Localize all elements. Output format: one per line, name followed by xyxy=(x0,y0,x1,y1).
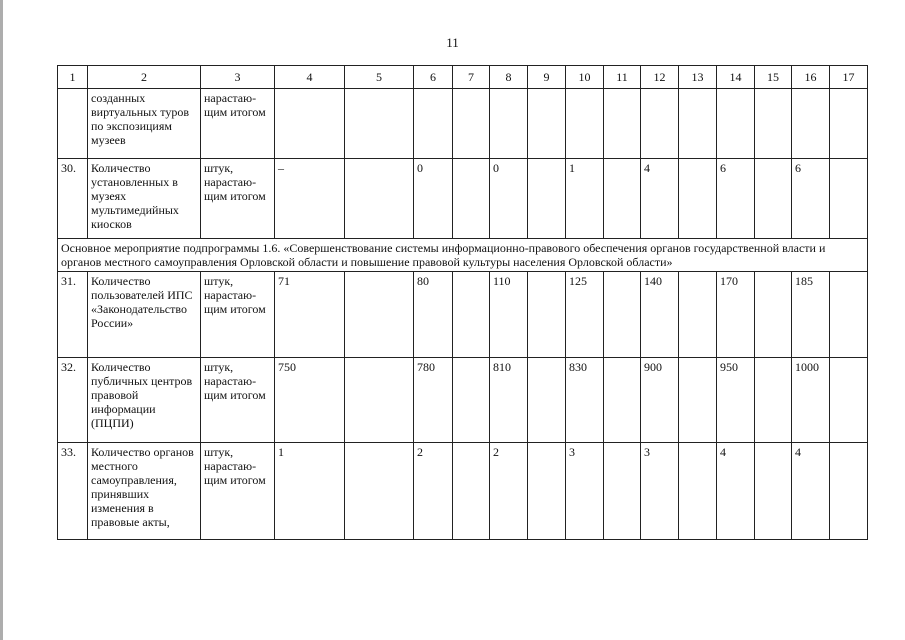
table-cell: 950 xyxy=(717,358,755,443)
table-cell: 32. xyxy=(58,358,88,443)
table-cell: 1 xyxy=(566,159,604,239)
table-cell: 6 xyxy=(792,159,830,239)
table-cell xyxy=(679,159,717,239)
section-row xyxy=(58,239,868,272)
table-row xyxy=(58,358,868,443)
column-header: 7 xyxy=(453,66,490,89)
column-header: 6 xyxy=(414,66,453,89)
table-cell xyxy=(604,272,641,358)
table-cell: 4 xyxy=(717,443,755,540)
table-cell: 6 xyxy=(717,159,755,239)
table-cell: штук, нарастаю-щим итогом xyxy=(201,358,275,443)
table-cell xyxy=(755,159,792,239)
table-cell: 780 xyxy=(414,358,453,443)
table-cell: 33. xyxy=(58,443,88,540)
table-cell: штук, нарастаю-щим итогом xyxy=(201,443,275,540)
table-cell xyxy=(755,443,792,540)
table-cell: Количество пользователей ИПС «Законодательство России» xyxy=(88,272,201,358)
table-cell xyxy=(345,159,414,239)
table-cell xyxy=(528,159,566,239)
indicators-table xyxy=(57,65,868,540)
page-number: 11 xyxy=(446,35,459,50)
table-cell xyxy=(792,89,830,159)
section-title: Основное мероприятие подпрограммы 1.6. «Совершенствование системы информационно-правового обеспечения органов государственной власти и органов местного самоуправления Орловской области и повышение правовой культуры населения Орловской области» xyxy=(58,239,868,272)
table-cell xyxy=(453,159,490,239)
column-header: 17 xyxy=(830,66,868,89)
table-cell xyxy=(345,272,414,358)
table-cell xyxy=(345,358,414,443)
table-cell xyxy=(830,159,868,239)
table-cell xyxy=(490,89,528,159)
table-cell: 170 xyxy=(717,272,755,358)
table-cell: 2 xyxy=(490,443,528,540)
table-cell xyxy=(345,89,414,159)
table-cell: 0 xyxy=(414,159,453,239)
table-cell xyxy=(830,358,868,443)
table-cell: 900 xyxy=(641,358,679,443)
table-cell xyxy=(604,159,641,239)
table-cell xyxy=(453,358,490,443)
table-cell: 71 xyxy=(275,272,345,358)
table-cell xyxy=(641,89,679,159)
column-header: 4 xyxy=(275,66,345,89)
table-cell xyxy=(830,443,868,540)
table-cell xyxy=(453,443,490,540)
table-cell: 3 xyxy=(641,443,679,540)
table-cell xyxy=(679,272,717,358)
column-header: 12 xyxy=(641,66,679,89)
table-cell: 185 xyxy=(792,272,830,358)
column-header: 13 xyxy=(679,66,717,89)
table-cell xyxy=(566,89,604,159)
table-cell xyxy=(830,272,868,358)
table-cell: 80 xyxy=(414,272,453,358)
table-cell xyxy=(604,358,641,443)
table-cell: 1 xyxy=(275,443,345,540)
column-header: 3 xyxy=(201,66,275,89)
column-header: 5 xyxy=(345,66,414,89)
table-cell: 810 xyxy=(490,358,528,443)
table-row xyxy=(58,272,868,358)
table-cell xyxy=(528,272,566,358)
table-cell: 110 xyxy=(490,272,528,358)
table-cell xyxy=(679,443,717,540)
table-cell xyxy=(453,272,490,358)
table-cell xyxy=(345,443,414,540)
table-cell: 125 xyxy=(566,272,604,358)
table-cell xyxy=(830,89,868,159)
table-cell: штук, нарастаю-щим итогом xyxy=(201,159,275,239)
table-cell: 31. xyxy=(58,272,88,358)
column-header: 15 xyxy=(755,66,792,89)
table-cell xyxy=(717,89,755,159)
table-cell xyxy=(58,89,88,159)
table-header-row xyxy=(58,66,868,89)
table-cell: Количество органов местного самоуправления, принявших изменения в правовые акты, xyxy=(88,443,201,540)
table-cell xyxy=(604,89,641,159)
table-cell xyxy=(528,89,566,159)
column-header: 9 xyxy=(528,66,566,89)
column-header: 14 xyxy=(717,66,755,89)
table-cell: 3 xyxy=(566,443,604,540)
table-cell xyxy=(275,89,345,159)
table-cell: штук, нарастаю-щим итогом xyxy=(201,272,275,358)
table-cell xyxy=(528,358,566,443)
table-cell: Количество установленных в музеях мультимедийных киосков xyxy=(88,159,201,239)
table-row xyxy=(58,159,868,239)
table-cell: 0 xyxy=(490,159,528,239)
column-header: 8 xyxy=(490,66,528,89)
table-cell xyxy=(755,89,792,159)
table-cell: 750 xyxy=(275,358,345,443)
table-cell xyxy=(528,443,566,540)
table-cell xyxy=(679,358,717,443)
column-header: 16 xyxy=(792,66,830,89)
table-cell: 2 xyxy=(414,443,453,540)
table-cell xyxy=(414,89,453,159)
scan-edge xyxy=(0,0,3,640)
table-row xyxy=(58,443,868,540)
column-header: 1 xyxy=(58,66,88,89)
table-cell xyxy=(604,443,641,540)
table-row xyxy=(58,89,868,159)
table-cell: 1000 xyxy=(792,358,830,443)
column-header: 2 xyxy=(88,66,201,89)
table-cell: нарастаю-щим итогом xyxy=(201,89,275,159)
table-cell: 4 xyxy=(641,159,679,239)
table-cell xyxy=(453,89,490,159)
table-cell: 830 xyxy=(566,358,604,443)
table-cell: 30. xyxy=(58,159,88,239)
table-cell: 140 xyxy=(641,272,679,358)
table-cell xyxy=(755,272,792,358)
table-cell: созданных виртуальных туров по экспозициям музеев xyxy=(88,89,201,159)
table-cell: – xyxy=(275,159,345,239)
table-cell xyxy=(679,89,717,159)
table-cell: 4 xyxy=(792,443,830,540)
column-header: 11 xyxy=(604,66,641,89)
table-cell xyxy=(755,358,792,443)
table-cell: Количество публичных центров правовой информации (ПЦПИ) xyxy=(88,358,201,443)
column-header: 10 xyxy=(566,66,604,89)
